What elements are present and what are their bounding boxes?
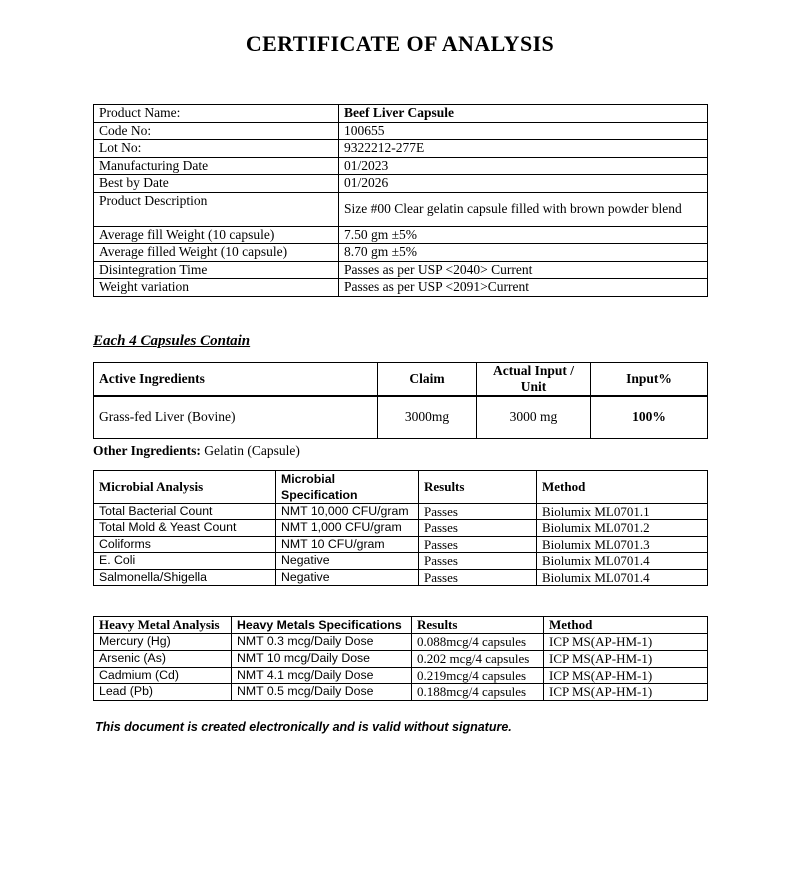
disintegration-label: Disintegration Time <box>94 261 339 279</box>
table-row <box>94 175 708 193</box>
table-row <box>94 244 708 262</box>
disintegration-value: Passes as per USP <2040> Current <box>339 261 708 279</box>
table-row <box>94 667 708 684</box>
section-heading-each-4-capsules: Each 4 Capsules Contain <box>93 332 251 349</box>
col-header-method: Method <box>537 470 708 503</box>
metal-name: Arsenic (As) <box>94 651 232 668</box>
microbial-spec: Negative <box>276 553 419 570</box>
ingredient-name: Grass-fed Liver (Bovine) <box>94 396 378 439</box>
table-row <box>94 651 708 668</box>
table-row <box>94 261 708 279</box>
best-by-value: 01/2026 <box>339 175 708 193</box>
col-header-method: Method <box>544 617 708 634</box>
metal-method: ICP MS(AP-HM-1) <box>544 651 708 668</box>
ingredient-actual-input: 3000 mg <box>477 396 591 439</box>
electronic-signature-note: This document is created electronically and is valid without signature. <box>95 719 512 734</box>
metal-method: ICP MS(AP-HM-1) <box>544 634 708 651</box>
other-ingredients-label: Other Ingredients: <box>93 442 201 458</box>
weight-variation-value: Passes as per USP <2091>Current <box>339 279 708 297</box>
col-header-results: Results <box>419 470 537 503</box>
col-header-heavy-metal-analysis: Heavy Metal Analysis <box>94 617 232 634</box>
avg-filled-weight-value: 8.70 gm ±5% <box>339 244 708 262</box>
microbial-result: Passes <box>419 520 537 537</box>
microbial-result: Passes <box>419 503 537 520</box>
other-ingredients-value: Gelatin (Capsule) <box>200 442 300 458</box>
metal-spec: NMT 0.5 mcg/Daily Dose <box>232 684 412 701</box>
microbial-result: Passes <box>419 553 537 570</box>
metal-name: Cadmium (Cd) <box>94 667 232 684</box>
metal-result: 0.088mcg/4 capsules <box>412 634 544 651</box>
table-row <box>94 157 708 175</box>
lot-no-label: Lot No: <box>94 140 339 158</box>
other-ingredients-line <box>93 443 707 459</box>
microbial-spec: NMT 10 CFU/gram <box>276 536 419 553</box>
microbial-method: Biolumix ML0701.4 <box>537 569 708 586</box>
table-row <box>94 536 708 553</box>
col-header-actual-input: Actual Input / Unit <box>477 362 591 396</box>
metal-method: ICP MS(AP-HM-1) <box>544 667 708 684</box>
avg-fill-weight-value: 7.50 gm ±5% <box>339 226 708 244</box>
table-row <box>94 122 708 140</box>
microbial-spec: Negative <box>276 569 419 586</box>
table-row <box>94 279 708 297</box>
metal-spec: NMT 10 mcg/Daily Dose <box>232 651 412 668</box>
microbial-test-name: Total Mold & Yeast Count <box>94 520 276 537</box>
best-by-label: Best by Date <box>94 175 339 193</box>
table-row <box>94 634 708 651</box>
metal-result: 0.202 mcg/4 capsules <box>412 651 544 668</box>
microbial-method: Biolumix ML0701.1 <box>537 503 708 520</box>
table-row <box>94 553 708 570</box>
col-header-input-pct: Input% <box>591 362 708 396</box>
col-header-heavy-metals-specifications: Heavy Metals Specifications <box>232 617 412 634</box>
microbial-test-name: Total Bacterial Count <box>94 503 276 520</box>
avg-fill-weight-label: Average fill Weight (10 capsule) <box>94 226 339 244</box>
heavy-metal-analysis-table <box>93 616 708 700</box>
lot-no-value: 9322212-277E <box>339 140 708 158</box>
microbial-test-name: Salmonella/Shigella <box>94 569 276 586</box>
metal-spec: NMT 0.3 mcg/Daily Dose <box>232 634 412 651</box>
microbial-result: Passes <box>419 569 537 586</box>
microbial-test-name: Coliforms <box>94 536 276 553</box>
mfg-date-label: Manufacturing Date <box>94 157 339 175</box>
certificate-page <box>93 31 707 735</box>
ingredient-claim: 3000mg <box>378 396 477 439</box>
metal-name: Mercury (Hg) <box>94 634 232 651</box>
product-name-value: Beef Liver Capsule <box>339 105 708 123</box>
microbial-method: Biolumix ML0701.2 <box>537 520 708 537</box>
active-ingredients-table <box>93 362 708 439</box>
microbial-method: Biolumix ML0701.3 <box>537 536 708 553</box>
table-row <box>94 396 708 439</box>
table-row <box>94 569 708 586</box>
code-no-value: 100655 <box>339 122 708 140</box>
product-name-label: Product Name: <box>94 105 339 123</box>
table-row <box>94 503 708 520</box>
col-header-microbial-specification: Microbial Specification <box>276 470 419 503</box>
metal-spec: NMT 4.1 mcg/Daily Dose <box>232 667 412 684</box>
table-row <box>94 192 708 226</box>
mfg-date-value: 01/2023 <box>339 157 708 175</box>
ingredient-input-pct: 100% <box>591 396 708 439</box>
col-header-active-ingredients: Active Ingredients <box>94 362 378 396</box>
microbial-method: Biolumix ML0701.4 <box>537 553 708 570</box>
table-row <box>94 105 708 123</box>
metal-method: ICP MS(AP-HM-1) <box>544 684 708 701</box>
microbial-result: Passes <box>419 536 537 553</box>
metal-name: Lead (Pb) <box>94 684 232 701</box>
weight-variation-label: Weight variation <box>94 279 339 297</box>
col-header-claim: Claim <box>378 362 477 396</box>
table-header-row <box>94 362 708 396</box>
page-title: CERTIFICATE OF ANALYSIS <box>245 31 555 56</box>
code-no-label: Code No: <box>94 122 339 140</box>
microbial-spec: NMT 10,000 CFU/gram <box>276 503 419 520</box>
avg-filled-weight-label: Average filled Weight (10 capsule) <box>94 244 339 262</box>
table-header-row <box>94 617 708 634</box>
table-row <box>94 140 708 158</box>
table-header-row <box>94 470 708 503</box>
table-row <box>94 226 708 244</box>
product-info-table <box>93 104 708 297</box>
microbial-test-name: E. Coli <box>94 553 276 570</box>
metal-result: 0.188mcg/4 capsules <box>412 684 544 701</box>
metal-result: 0.219mcg/4 capsules <box>412 667 544 684</box>
table-row <box>94 684 708 701</box>
col-header-results: Results <box>412 617 544 634</box>
microbial-analysis-table <box>93 470 708 587</box>
col-header-microbial-analysis: Microbial Analysis <box>94 470 276 503</box>
description-label: Product Description <box>94 192 339 226</box>
description-value: Size #00 Clear gelatin capsule filled with brown powder blend <box>339 192 708 226</box>
microbial-spec: NMT 1,000 CFU/gram <box>276 520 419 537</box>
table-row <box>94 520 708 537</box>
